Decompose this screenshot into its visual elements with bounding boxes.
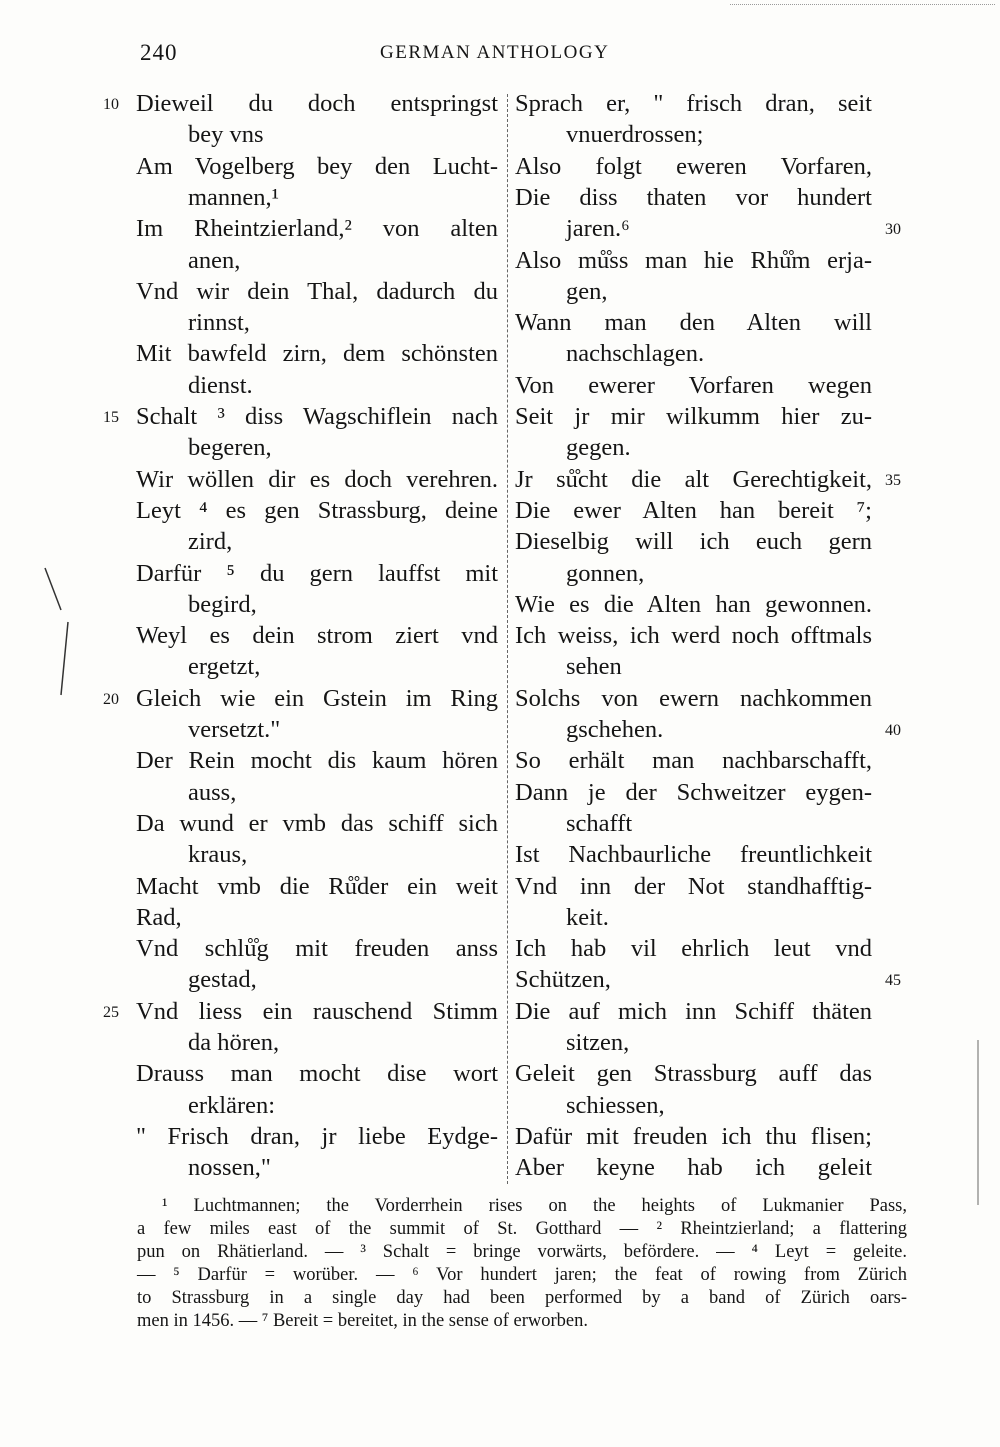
footnote-line: ¹ Luchtmannen; the Vorderrhein rises on the heights of Lukmanier Pass, [162,1196,907,1216]
verse-line: Vnd wir dein Thal, dadurch du [136,277,498,305]
verse-line: Weyl es dein strom ziert vnd [136,622,498,650]
verse-line: auss, [188,778,237,806]
margin-rule-mark [970,1035,990,1215]
verse-line: schafft [566,809,633,837]
verse-line: Dieweil du doch entspringst [136,90,498,117]
verse-line: Also folgt eweren Vorfaren, [515,152,872,180]
verse-line: Da wund er vmb das schiff sich [136,809,498,837]
footnote-line: — ⁵ Darfür = worüber. — ⁶ Vor hundert jaren; the feat of rowing from Zürich [137,1265,907,1285]
margin-pencil-mark [35,560,75,710]
verse-line: Darfür ⁵ du gern lauffst mit [136,559,498,587]
verse-line: keit. [566,903,609,931]
footnote-line: pun on Rhätierland. — ³ Schalt = bringe vorwärts, befördere. — ⁴ Leyt = geleite. [137,1242,907,1262]
verse-line: Mit bawfeld zirn, dem schönsten [136,340,498,368]
footnotes [137,1195,907,1333]
line-number: 15 [103,409,119,426]
verse-line: da hören, [188,1029,280,1056]
verse-line: sehen [566,653,622,681]
footnote-line: a few miles east of the summit of St. Gotthard — ² Rheintzierland; a flattering [137,1219,907,1239]
verse-line: Schützen, [515,966,611,994]
verse-line: nachschlagen. [566,340,705,368]
verse-line: dienst. [188,371,253,399]
verse-line: Ich weiss, ich werd noch offtmals [515,622,872,650]
line-number: 45 [885,972,901,990]
verse-line: Am Vogelberg bey den Lucht- [136,152,498,180]
footnote-line: to Strassburg in a single day had been performed by a band of Zürich oars- [137,1288,907,1308]
verse-line: zird, [188,528,233,556]
verse-line: Geleit gen Strassburg auff das [515,1060,872,1088]
verse-line: Drauss man mocht dise wort [136,1060,498,1088]
verse-line: Die diss thaten vor hundert [515,183,872,211]
verse-line: Von ewerer Vorfaren wegen [515,371,872,399]
line-number: 35 [885,471,901,489]
footnote-line: men in 1456. — ⁷ Bereit = bereitet, in the sense of erworben. [137,1311,588,1331]
verse-line: Ist Nachbaurliche freuntlichkeit [515,841,872,869]
verse-line: gschehen. [566,716,664,743]
verse-line: Dann je der Schweitzer eygen- [515,778,872,806]
verse-line: Dieselbig will ich euch gern [515,528,872,556]
verse-line: Aber keyne hab ich geleit [515,1154,872,1182]
verse-line: " Frisch dran, jr liebe Eydge- [136,1122,498,1150]
page-number: 240 [140,40,178,65]
verse-line: Gleich wie ein Gstein im Ring [136,684,498,712]
top-edge-rule [730,4,995,5]
verse-line: Die auf mich inn Schiff thäten [515,997,872,1025]
line-number: 40 [885,722,901,739]
verse-line: Wir wöllen dir es doch verehren. [136,465,498,493]
column-divider [507,94,508,1184]
verse-line: begird, [188,590,257,618]
verse-line: Die ewer Alten han bereit ⁷; [515,496,872,524]
verse-line: Der Rein mocht dis kaum hören [136,747,498,775]
verse-line: sitzen, [566,1029,630,1056]
verse-line: Solchs von ewern nachkommen [515,684,872,712]
verse-line: Leyt ⁴ es gen Strassburg, deine [136,496,498,524]
verse-line: schiessen, [566,1091,665,1119]
verse-line: Im Rheintzierland,² von alten [136,215,498,243]
verse-line: gegen. [566,434,631,462]
verse-line: kraus, [188,841,248,869]
verse-line: Rad, [136,903,182,931]
line-number: 20 [103,690,119,708]
verse-line: gen, [566,277,608,305]
verse-line: Jr sů̊cht die alt Gerechtigkeit, [515,465,872,493]
verse-line: Wie es die Alten han gewonnen. [515,590,872,618]
verse-line: gonnen, [566,559,645,587]
verse-line: anen, [188,246,241,274]
verse-line: erklären: [188,1091,276,1119]
verse-line: ergetzt, [188,653,261,681]
verse-line: rinnst, [188,309,250,337]
verse-line: Vnd liess ein rauschend Stimm [136,997,498,1025]
verse-line: vnuerdrossen; [566,121,704,149]
verse-line: Ich hab vil ehrlich leut vnd [515,935,872,963]
verse-line: jaren.⁶ [566,215,630,243]
verse-line: Sprach er, " frisch dran, seit [515,90,872,117]
verse-line: bey vns [188,121,264,149]
verse-line: So erhält man nachbarschafft, [515,747,872,775]
line-number: 10 [103,96,119,113]
verse-line: versetzt." [188,716,281,743]
running-title: GERMAN ANTHOLOGY [380,42,610,63]
verse-line: Dafür mit freuden ich thu flisen; [515,1122,872,1150]
verse-line: begeren, [188,434,272,462]
verse-line: Schalt ³ diss Wagschiflein nach [136,403,498,430]
verse-line: Wann man den Alten will [515,309,872,337]
verse-line: Vnd schlů̊g mit freuden anss [136,935,498,963]
verse-line: gestad, [188,966,257,994]
verse-line: Macht vmb die Rů̊der ein weit [136,872,498,900]
verse-line: Vnd inn der Not standhafftig- [515,872,872,900]
verse-line: nossen," [188,1154,271,1182]
verse-line: mannen,¹ [188,183,280,211]
line-number: 30 [885,221,901,239]
line-number: 25 [103,1003,119,1021]
verse-line: Seit jr mir wilkumm hier zu- [515,403,872,430]
verse-line: Also mů̊ss man hie Rhů̊m erja- [515,246,872,274]
